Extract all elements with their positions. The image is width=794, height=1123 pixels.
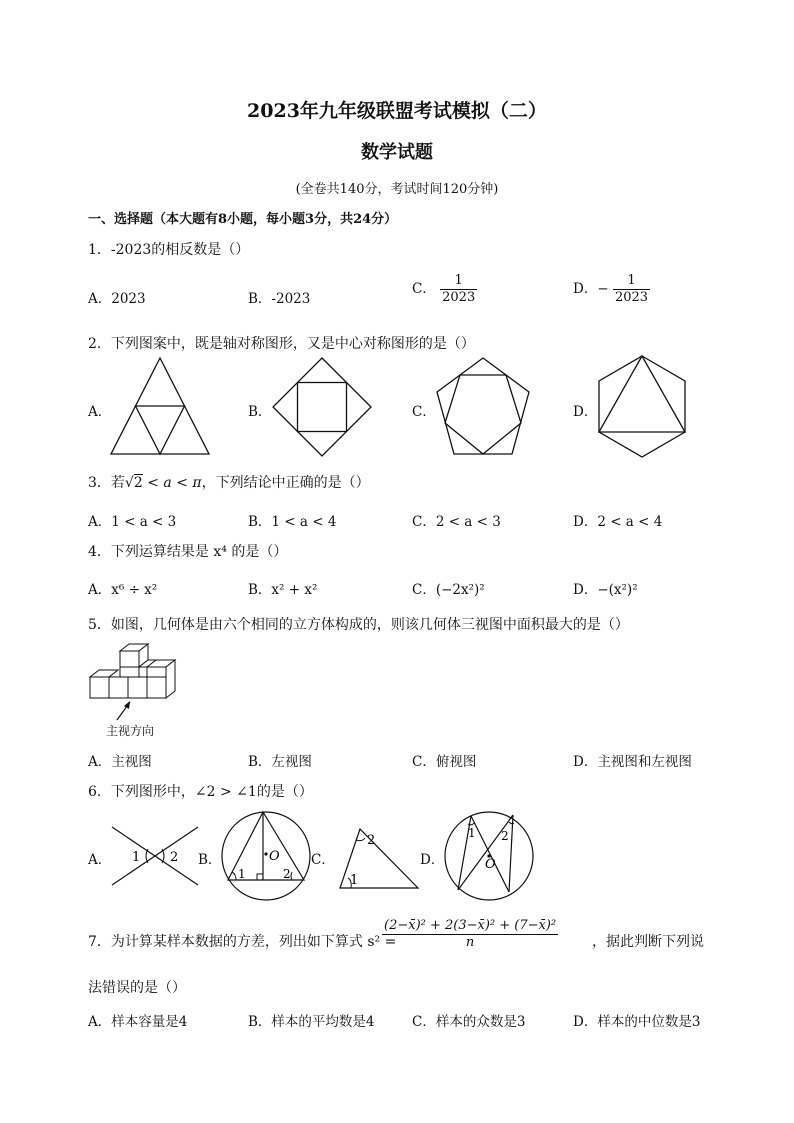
- q1-option-b: B．-2023: [248, 291, 311, 307]
- q3-stem-prefix: 3．若: [88, 475, 125, 491]
- exam-title: 2023年九年级联盟考试模拟（二）: [247, 100, 547, 122]
- angle-1-label: 1: [132, 850, 141, 865]
- q2-figure-a-triangle: [110, 357, 210, 457]
- q3-option-b: B．1 < a < 4: [248, 514, 337, 530]
- q7-option-c: C．样本的众数是3: [412, 1014, 526, 1030]
- q6-option-a: A．: [88, 852, 112, 868]
- q3-stem: [88, 472, 370, 492]
- q3-option-d: D．2 < a < 4: [573, 514, 663, 530]
- q1-stem: 1．-2023的相反数是（）: [88, 242, 250, 258]
- angle-1-label: 1: [238, 867, 246, 881]
- center-o-label: O: [269, 849, 280, 864]
- q2-figure-c-pentagon: [433, 357, 533, 457]
- fraction-denominator: 2023: [614, 290, 649, 305]
- q1-option-d-fraction: [613, 273, 650, 306]
- angle-2-label: 2: [501, 829, 509, 843]
- fraction-numerator: 1: [440, 273, 477, 290]
- sqrt-symbol: √: [124, 475, 134, 491]
- q6-option-c: C．: [311, 852, 335, 868]
- q1-option-d-prefix: D．−: [573, 281, 609, 297]
- q2-option-d: D．: [573, 404, 598, 420]
- angle-2-label: 2: [283, 867, 291, 881]
- center-o-label: O: [485, 857, 496, 872]
- q5-view-direction-label: 主视方向: [106, 724, 155, 738]
- q4-option-a: A．x⁶ ÷ x²: [88, 582, 158, 598]
- q5-option-b: B．左视图: [248, 754, 312, 770]
- section-heading: 一、选择题（本大题有8小题，每小题3分，共24分）: [88, 212, 398, 227]
- q6-option-d: D．: [420, 852, 445, 868]
- q2-option-c: C．: [412, 404, 436, 420]
- q7-stem-suffix: ，据此判断下列说: [592, 934, 704, 950]
- q1-option-d: [573, 273, 650, 306]
- angle-1-label: 1: [350, 873, 359, 888]
- q2-figure-d-hexagon: [597, 355, 687, 459]
- q7-stem-line2: 法错误的是（）: [88, 980, 186, 996]
- q4-option-d: D．−(x²)²: [573, 582, 638, 598]
- angle-2-label: 2: [170, 850, 179, 865]
- q5-option-c: C．俯视图: [412, 754, 477, 770]
- q3-option-a: A．1 < a < 3: [88, 514, 177, 530]
- q6-figure-a-crossing-lines: [110, 825, 200, 887]
- fraction-denominator: 2023: [442, 290, 476, 305]
- q7-stem-prefix: 7．为计算某样本数据的方差，列出如下算式 s² =: [88, 934, 397, 950]
- q1-option-c: [412, 273, 477, 306]
- q3-inequality: < a < π: [142, 475, 202, 491]
- q7-option-a: A．样本容量是4: [88, 1014, 188, 1030]
- exam-note: (全卷共140分，考试时间120分钟): [295, 182, 499, 197]
- q1-option-c-prefix: C．: [412, 281, 436, 297]
- q6-figure-b-circle-triangle: [220, 810, 312, 902]
- q7-variance-formula: [382, 918, 558, 951]
- q4-option-b: B．x² + x²: [248, 582, 318, 598]
- q6-figure-d-circle-chords: [443, 810, 535, 902]
- q5-option-a: A．主视图: [88, 754, 152, 770]
- q3-option-c: C．2 < a < 3: [412, 514, 501, 530]
- angle-1-label: 1: [468, 826, 476, 840]
- q6-figure-c-right-triangle: [336, 826, 422, 892]
- formula-numerator: (2−x̄)² + 2(3−x̄)² + (7−x̄)²: [384, 918, 557, 933]
- angle-2-label: 2: [367, 833, 376, 848]
- q5-stem: 5．如图，几何体是由六个相同的立方体构成的，则该几何体三视图中面积最大的是（）: [88, 617, 629, 633]
- sqrt-radicand: 2: [133, 475, 143, 491]
- fraction-numerator: 1: [613, 273, 650, 290]
- q7-option-b: B．样本的平均数是4: [248, 1014, 375, 1030]
- q3-stem-suffix: ，下列结论中正确的是（）: [201, 475, 370, 491]
- q6-stem: 6．下列图形中，∠2 > ∠1的是（）: [88, 784, 313, 800]
- formula-fraction: [382, 918, 558, 951]
- q4-stem: 4．下列运算结果是 x⁴ 的是（）: [88, 544, 288, 560]
- q4-option-c: C．(−2x²)²: [412, 582, 485, 598]
- q2-figure-b-square-diamond: [272, 357, 372, 457]
- q2-stem: 2．下列图案中，既是轴对称图形，又是中心对称图形的是（）: [88, 336, 475, 352]
- formula-denominator: n: [465, 935, 475, 950]
- q6-option-b: B．: [198, 852, 222, 868]
- q7-option-d: D．样本的中位数是3: [573, 1014, 701, 1030]
- q2-option-a: A．: [88, 404, 112, 420]
- q1-option-a: A．2023: [88, 291, 146, 307]
- q1-option-c-fraction: [440, 273, 477, 306]
- q5-option-d: D．主视图和左视图: [573, 754, 692, 770]
- q2-option-b: B．: [248, 404, 272, 420]
- exam-subtitle: 数学试题: [361, 142, 433, 163]
